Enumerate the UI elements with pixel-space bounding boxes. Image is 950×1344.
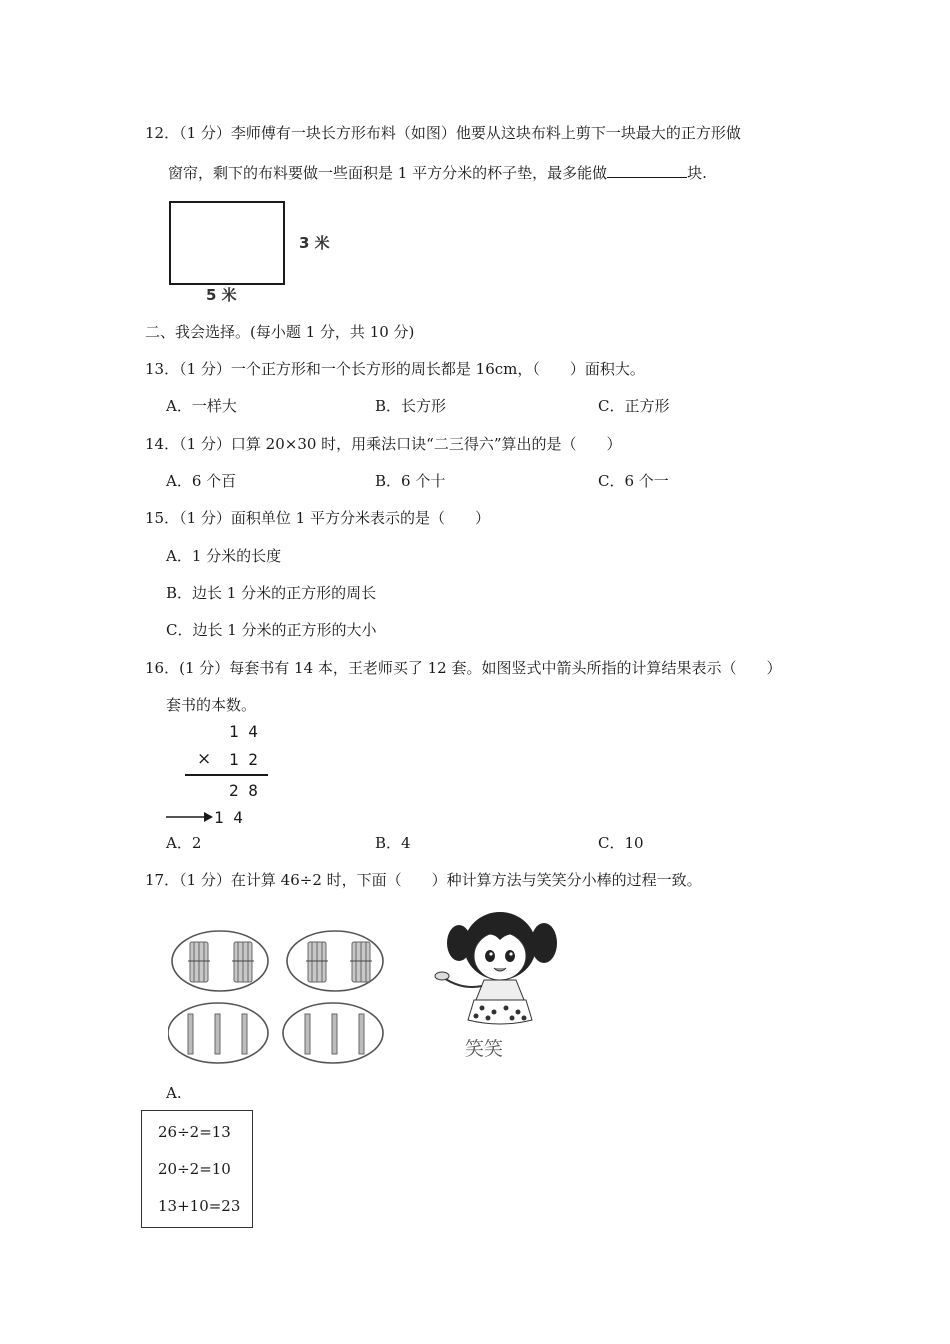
q16-option-c: C．10 [598, 834, 644, 852]
q13-option-a: A．一样大 [166, 397, 237, 415]
q17-option-a-label: A. [166, 1084, 182, 1102]
q15-option-c: C．边长 1 分米的正方形的大小 [166, 621, 377, 639]
q12-line2-pre: 窗帘，剩下的布料要做一些面积是 1 平方分米的杯子垫，最多能做 [168, 164, 608, 182]
q14-option-b: B．6 个十 [375, 472, 446, 490]
q17-stem: 17．（1 分）在计算 46÷2 时，下面（ ）种计算方法与笑笑分小棒的过程一致。 [145, 871, 702, 889]
calc-row-2: 1 2 [229, 750, 258, 769]
calc-row-3: 2 8 [229, 781, 258, 800]
option-a-line-2: 20÷2=10 [158, 1160, 231, 1178]
q16-option-b: B．4 [375, 834, 411, 852]
q16-line1: 16．(1 分）每套书有 14 本，王老师买了 12 套。如图竖式中箭头所指的计算结果表示（ ） [145, 659, 782, 677]
q15-option-b: B．边长 1 分米的正方形的周长 [166, 584, 377, 602]
q12-answer-blank [607, 163, 687, 178]
q14-stem: 14．（1 分）口算 20×30 时，用乘法口诀“二三得六”算出的是（ ） [145, 435, 622, 453]
section-heading: 二、我会选择。(每小题 1 分，共 10 分) [145, 323, 415, 341]
option-a-line-1: 26÷2=13 [158, 1123, 231, 1141]
arrow-icon [166, 810, 214, 824]
calc-divider [185, 774, 268, 776]
calc-row-1: 1 4 [229, 722, 258, 741]
rectangle-figure [169, 201, 285, 285]
q13-stem: 13．（1 分）一个正方形和一个长方形的周长都是 16cm，（ ）面积大。 [145, 360, 645, 378]
q12-line2 [168, 163, 707, 181]
girl-name: 笑笑 [465, 1038, 504, 1060]
q12-line1: 12．（1 分）李师傅有一块长方形布料（如图）他要从这块布料上剪下一块最大的正方形做 [145, 124, 741, 142]
q15-option-a: A．1 分米的长度 [166, 547, 282, 565]
q13-option-c: C．正方形 [598, 397, 670, 415]
q16-line2: 套书的本数。 [166, 696, 257, 714]
q15-stem: 15．（1 分）面积单位 1 平方分米表示的是（ ） [145, 509, 490, 527]
q13-option-b: B．长方形 [375, 397, 447, 415]
sticks-illustration [168, 928, 393, 1068]
calc-row-4: 1 4 [214, 808, 243, 827]
q14-option-a: A．6 个百 [166, 472, 237, 490]
q14-option-c: C．6 个一 [598, 472, 669, 490]
option-a-line-3: 13+10=23 [158, 1197, 241, 1215]
rectangle-height-label: 3 米 [299, 234, 330, 252]
times-sign: × [197, 749, 212, 769]
rectangle-width-label: 5 米 [206, 286, 237, 304]
q16-option-a: A．2 [166, 834, 202, 852]
q12-line2-post: 块. [687, 164, 707, 182]
girl-illustration [432, 908, 567, 1033]
